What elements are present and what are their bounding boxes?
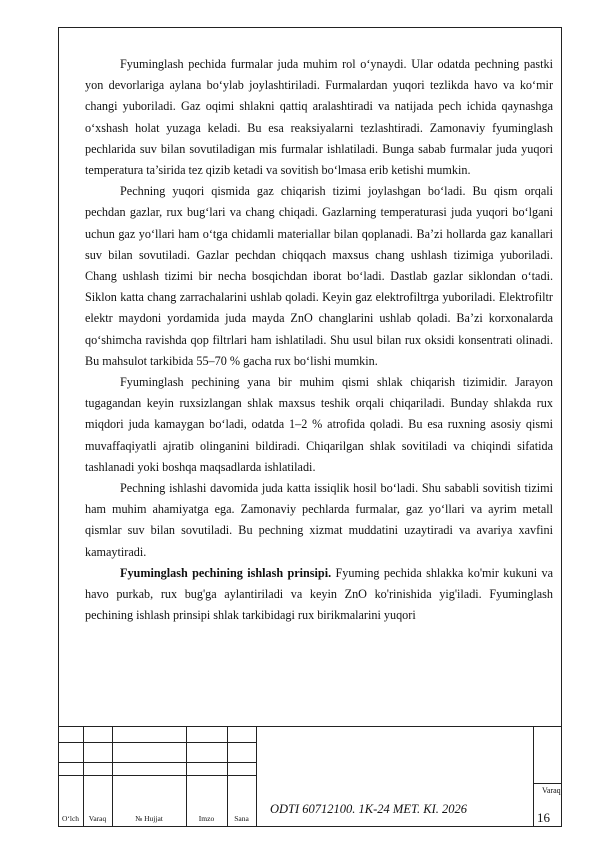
- section-heading: Fyuminglash pechining ishlash prinsipi.: [120, 565, 332, 580]
- page-number: 16: [537, 810, 550, 825]
- col-sana: Sana: [234, 814, 249, 823]
- title-block: [58, 726, 562, 827]
- paragraph-sovitish: Pechning ishlashi davomida juda katta issiqlik hosil bo‘ladi. Shu sababli sovitish tizimi ham muhim ahamiyatga ega. Zamonaviy pechlarda furmalar, gaz yo‘llari va ayrim metall qismlar suv bilan sovutiladi. Bu pechning xizmat muddatini uzaytiradi va avariya xavfini kamaytiradi.: [85, 481, 553, 559]
- paragraph-furmalar: Fyuminglash pechida furmalar juda muhim rol o‘ynaydi. Ular odatda pechning pastki yon devorlariga aylana bo‘ylab joylashtiriladi. Furmalardan yuqori tezlikda havo va ko‘mir changi yuboriladi. Gaz oqimi shlakni qattiq aralashtiradi va natijada pech ichida qaynashga o‘xshash holat yuzaga keladi. Bu esa reaksiyalarni tezlashtiradi. Zamonaviy fyuminglash pechlarida suv bilan sovutiladigan mis furmalar ishlatiladi. Bunga sabab furmalar juda yuqori temperatura ta’sirida tez qizib ketadi va sovitish bo‘lmasa erib ketishi mumkin.: [85, 57, 553, 178]
- col-hujjat: № Hujjat: [135, 814, 163, 823]
- paragraph-ishlash-prinsipi: Fyuminglash pechining ishlash prinsipi. Fyuming pechida shlakka ko'mir kukuni va havo purkab, rux bug'ga aylantiriladi va keyin ZnO ko'rinishida yig'iladi. Fyuminglash pechining ishlash prinsipi shlak tarkibidagi rux birikmalarini yuqori: [85, 565, 554, 623]
- col-olch: O‘lch: [61, 814, 80, 823]
- document-body: [85, 54, 553, 626]
- col-imzo: Imzo: [198, 814, 215, 823]
- sheet-label: Varaq: [542, 786, 561, 795]
- paragraph-shlak-chiqarish: Fyuminglash pechining yana bir muhim qismi shlak chiqarish tizimidir. Jarayon tugagandan keyin ruxsizlangan shlak maxsus teshik orqali chiqariladi. Bunday shlakda rux miqdori juda kamaygan bo‘ladi, odatda 1–2 % atrofida qoladi. Bu esa ruxning asosiy qismi muvaffaqiyatli ajratib olinganini bildiradi. Chiqarilgan shlak sovitiladi va chiqindi sifatida tashlanadi yoki boshqa maqsadlarda ishlatiladi.: [85, 375, 553, 474]
- document-code: ODTI 60712100. 1K-24 MET. KI. 2026: [270, 802, 467, 816]
- col-varaq: Varaq: [88, 814, 107, 823]
- paragraph-gaz-chiqarish: Pechning yuqori qismida gaz chiqarish tizimi joylashgan bo‘ladi. Bu qism orqali pechdan gazlar, rux bug‘lari va chang chiqadi. Gazlarning temperaturasi juda yuqori bo‘lgani uchun gaz yo‘llari ham o‘tga chidamli materiallar bilan qoplanadi. Ba’zi hollarda gaz kanallari suv bilan sovutiladi. Gazlar pechdan chiqqach maxsus chang ushlash tizimiga yuboriladi. Chang ushlash tizimi bir necha bosqichdan iborat bo‘ladi. Dastlab gazlar siklondan o‘tadi. Siklon katta chang zarrachalarini ushlab qoladi. Keyin gaz elektrofiltrga yuboriladi. Elektrofiltr elektr maydoni yordamida juda mayda ZnO changlarini ushlab qoladi. Ba’zi korxonalarda qo‘shimcha ravishda qop filtrlari ham ishlatiladi. Shu usul bilan rux oksidi konsentrati olinadi. Bu mahsulot tarkibida 55–70 % gacha rux bo‘lishi mumkin.: [85, 184, 553, 368]
